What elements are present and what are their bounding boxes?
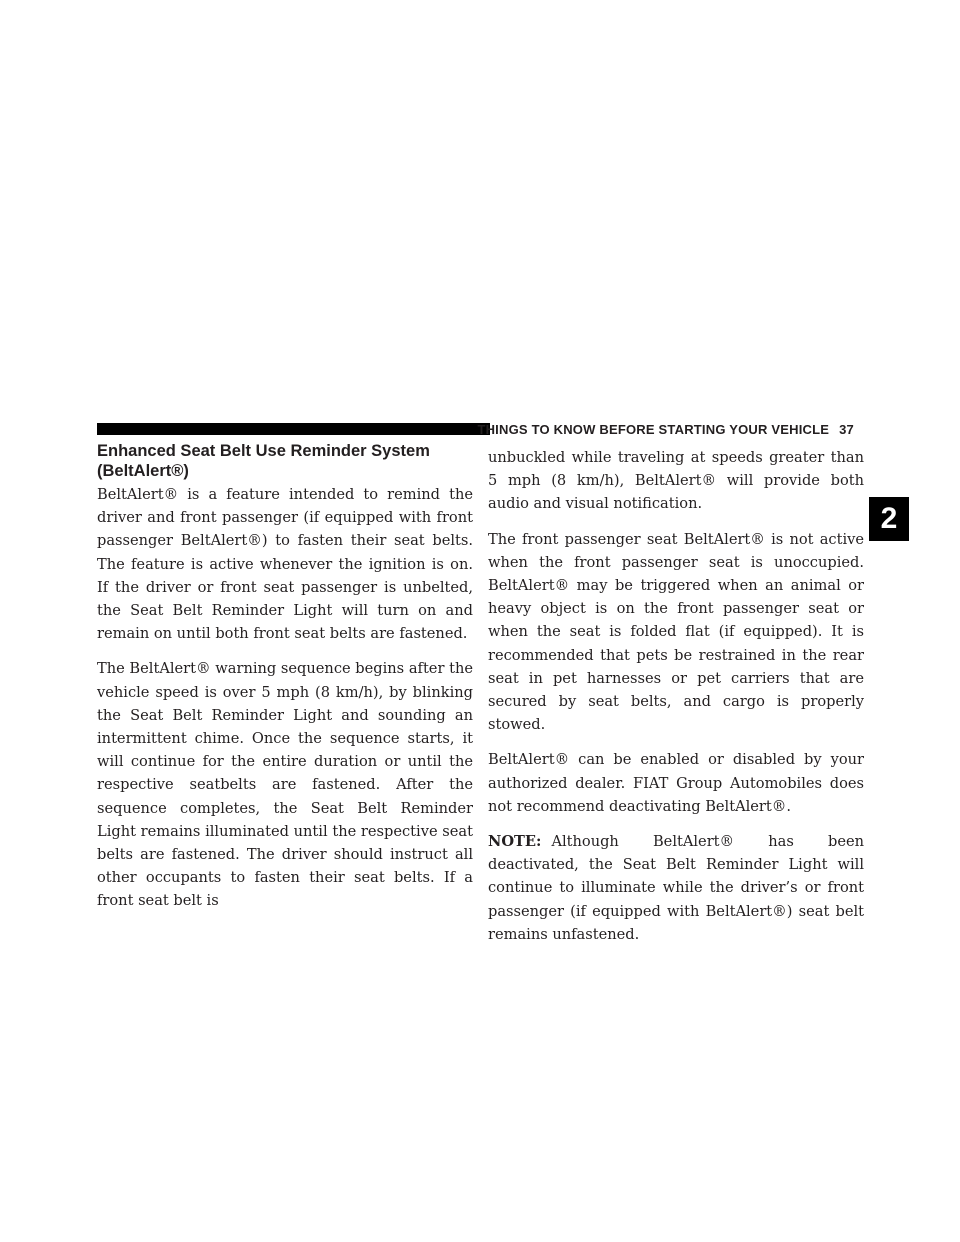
note-text: Although BeltAlert® has been deactivated, the Seat Belt Reminder Light will continue to illuminate while the driver’s or front passenger (if equipped with BeltAlert®) seat belt remains unfastened.: [488, 833, 864, 943]
right-column: [488, 446, 864, 958]
paragraph: The BeltAlert® warning sequence begins after the vehicle speed is over 5 mph (8 km/h), by blinking the Seat Belt Reminder Light and sounding an intermittent chime. Once the sequence starts, it will continue for the entire duration or until the respective seatbelts are fastened. After the sequence completes, the Seat Belt Reminder Light remains illuminated until the respective seat belts are fastened. The driver should instruct all other occupants to fasten their seat belts. If a front seat belt is: [97, 660, 473, 910]
paragraph: BeltAlert® can be enabled or disabled by your authorized dealer. FIAT Group Automobiles does not recommend deactivating BeltAlert®.: [488, 751, 864, 815]
chapter-tab: 2: [869, 497, 909, 541]
note: [488, 830, 864, 946]
page-number: 37: [839, 421, 854, 437]
paragraph: The front passenger seat BeltAlert® is not active when the front passenger seat is unoccupied. BeltAlert® may be triggered when an animal or heavy object is on the front passenger seat or when the seat is folded flat (if equipped). It is recommended that pets be restrained in the rear seat in pet harnesses or pet carriers that are secured by seat belts, and cargo is properly stowed.: [488, 530, 864, 734]
paragraph: BeltAlert® is a feature intended to remind the driver and front passenger (if equipped with front passenger BeltAlert®) to fasten their seat belts. The feature is active whenever the ignition is on. If the driver or front seat passenger is unbelted, the Seat Belt Reminder Light will turn on and remain on until both front seat belts are fastened.: [97, 486, 473, 643]
paragraph: unbuckled while traveling at speeds greater than 5 mph (8 km/h), BeltAlert® will provide both audio and visual notification.: [488, 449, 864, 513]
header-section-title: THINGS TO KNOW BEFORE STARTING YOUR VEHICLE: [477, 421, 830, 437]
section-heading: Enhanced Seat Belt Use Reminder System (BeltAlert®): [97, 442, 430, 480]
running-header: [477, 421, 854, 437]
header-rule: [97, 423, 490, 435]
note-label: NOTE:: [488, 833, 542, 851]
left-column: [97, 441, 473, 925]
